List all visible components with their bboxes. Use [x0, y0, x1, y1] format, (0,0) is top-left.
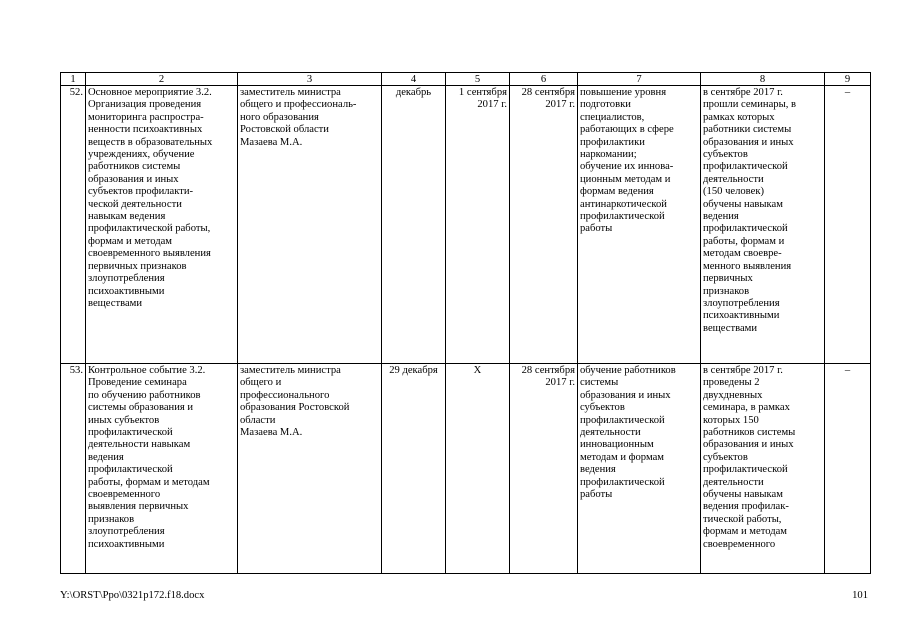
col-number-3: 3: [238, 73, 382, 86]
responsible-cell: заместитель министра общего и профессионального образования Ростовской области Мазаева М.А.: [238, 364, 382, 574]
expected-result-cell: повышение уровня подготовки специалистов, работающих в сфере профилактики наркомании; обучение их иннова- ционным методам и формам ведения антинаркотической профилактической работы: [578, 86, 701, 364]
planned-date-cell: 29 декабря: [382, 364, 446, 574]
col-number-6: 6: [510, 73, 578, 86]
actual-result-cell: в сентябре 2017 г. проведены 2 двухдневных семинара, в рамках которых 150 работников системы образования и иных субъектов профилактической деятельности обучены навыкам ведения профилак- тической работы, формам и методам своевременного: [701, 364, 825, 574]
end-date-cell: 28 сентября 2017 г.: [510, 364, 578, 574]
col-number-2: 2: [86, 73, 238, 86]
col-number-1: 1: [61, 73, 86, 86]
event-cell: Основное мероприятие 3.2. Организация проведения мониторинга распростра- ненности психоактивных веществ в образовательных учреждениях, обучение работников системы образования и иных субъектов профилакти- ческой деятельности навыкам ведения профилактической работы, формам и методам своевременного выявления первичных признаков злоупотребления психоактивными веществами: [86, 86, 238, 364]
file-path-footer: Y:\ORST\Ppo\0321p172.f18.docx: [60, 590, 205, 601]
col-number-5: 5: [446, 73, 510, 86]
start-date-cell: 1 сентября 2017 г.: [446, 86, 510, 364]
column-number-row: [61, 73, 871, 86]
notes-cell: –: [825, 86, 871, 364]
col-number-4: 4: [382, 73, 446, 86]
event-cell: Контрольное событие 3.2. Проведение семинара по обучению работников системы образования и иных субъектов профилактической деятельности навыкам ведения профилактической работы, формам и методам своевременного выявления первичных признаков злоупотребления психоактивными: [86, 364, 238, 574]
notes-cell: –: [825, 364, 871, 574]
row-number: 52.: [61, 86, 86, 364]
responsible-cell: заместитель министра общего и профессиональ- ного образования Ростовской области Мазаева М.А.: [238, 86, 382, 364]
report-table: [60, 72, 871, 574]
expected-result-cell: обучение работников системы образования и иных субъектов профилактической деятельности инновационным методам и формам ведения профилактической работы: [578, 364, 701, 574]
col-number-9: 9: [825, 73, 871, 86]
page-number: 101: [852, 590, 868, 601]
planned-date-cell: декабрь: [382, 86, 446, 364]
start-date-cell: Х: [446, 364, 510, 574]
table-row: [61, 364, 871, 574]
end-date-cell: 28 сентября 2017 г.: [510, 86, 578, 364]
actual-result-cell: в сентябре 2017 г. прошли семинары, в рамках которых работники системы образования и иных субъектов профилактической деятельности (150 человек) обучены навыкам ведения профилактической работы, формам и методам своевре- менного выявления первичных признаков злоупотребления психоактивными веществами: [701, 86, 825, 364]
table-row: [61, 86, 871, 364]
col-number-7: 7: [578, 73, 701, 86]
col-number-8: 8: [701, 73, 825, 86]
row-number: 53.: [61, 364, 86, 574]
